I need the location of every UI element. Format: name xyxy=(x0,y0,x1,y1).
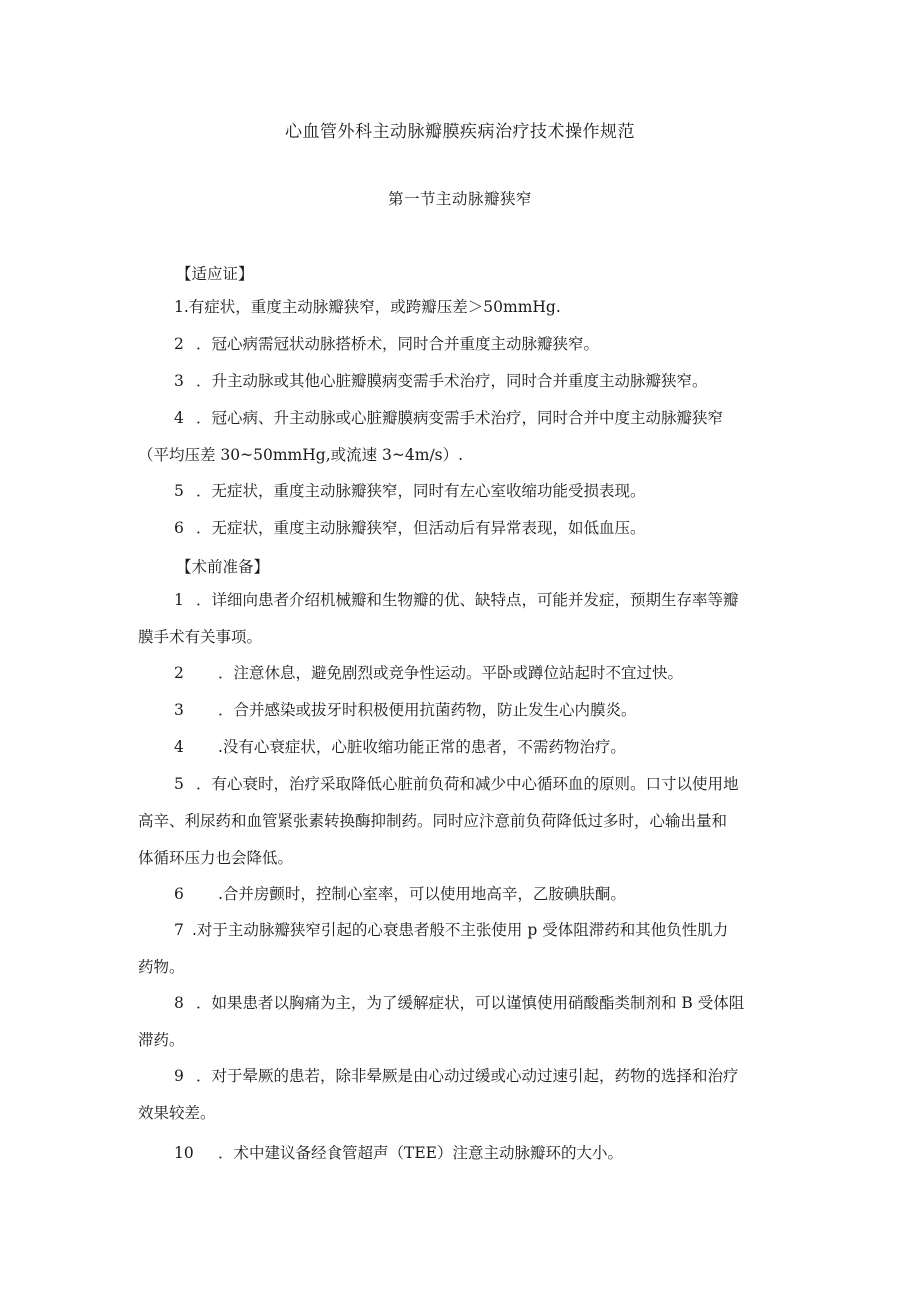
item-text-continued: 体循环压力也会降低。 xyxy=(138,849,294,867)
item-text: .合并房颤时，控制心室率，可以使用地高辛，乙胺碘肤酮。 xyxy=(218,885,626,903)
item-text: ．冠心病需冠状动脉搭桥术，同时合并重度主动脉瓣狭窄。 xyxy=(196,335,600,353)
item-number: 2 xyxy=(174,335,184,353)
item-text-continued: 高辛、利尿药和血管紧张素转换酶抑制药。同时应汴意前负荷降低过多时，心输出量和 xyxy=(138,812,728,830)
item-number: 6 xyxy=(174,519,184,537)
item-number: 1 xyxy=(174,591,184,609)
document-title: 心血管外科主动脉瓣膜疾病治疗技术操作规范 xyxy=(285,122,635,142)
list-item xyxy=(138,473,786,510)
item-text: ．对于晕厥的患若，除非晕厥是由心动过缓或心动过速引起，药物的选择和治疗 xyxy=(196,1067,739,1085)
item-number: 2 xyxy=(174,664,184,682)
item-text-continued: （平均压差 30~50mmHg,或流速 3~4m∕s）. xyxy=(138,446,464,464)
item-text-continued: 膜手术有关事项。 xyxy=(138,628,263,646)
list-item xyxy=(138,326,786,363)
section-title: 第一节主动脉瓣狭窄 xyxy=(387,190,532,208)
item-text: ．如果患者以胸痛为主，为了缓解症状，可以谨慎使用硝酸酯类制剂和 B 受体阻 xyxy=(196,994,745,1012)
list-item xyxy=(138,510,786,547)
item-text: ．无症状，重度主动脉瓣狭窄，但活动后有异常表现，如低血压。 xyxy=(196,519,646,537)
item-text: .没有心衰症状，心脏收缩功能正常的患者，不需药物治疗。 xyxy=(218,738,626,756)
list-item xyxy=(138,400,786,474)
item-text: ．注意休息，避免剧烈或竞争性运动。平卧或蹲位站起时不宜过快。 xyxy=(218,664,684,682)
list-item xyxy=(138,985,786,1059)
item-number: 5 xyxy=(174,775,184,793)
item-text: ．合并感染或拔牙时积极便用抗菌药物，防止发生心内膜炎。 xyxy=(218,701,637,719)
item-text: .对于主动脉瓣狭窄引起的心衰患者般不主张使用 p 受体阻滞药和其他负性肌力 xyxy=(192,921,729,939)
item-text: ．冠心病、升主动脉或心脏瓣膜病变需手术治疗，同时合并中度主动脉瓣狭窄 xyxy=(196,409,724,427)
item-text: ．升主动脉或其他心脏瓣膜病变需手术治疗，同时合并重度主动脉瓣狭窄。 xyxy=(196,372,708,390)
item-text: 有症状，重度主动脉瓣狭窄，或跨瓣压差＞50mmHg. xyxy=(188,298,561,316)
list-item xyxy=(138,729,786,766)
list-item xyxy=(138,1135,786,1172)
list-item xyxy=(138,289,786,326)
item-text: ．有心衰时，治疗采取降低心脏前负荷和减少中心循环血的原则。口寸以使用地 xyxy=(196,775,739,793)
item-text: ．无症状，重度主动脉瓣狭窄，同时有左心室收缩功能受损表现。 xyxy=(196,482,646,500)
item-number: 5 xyxy=(174,482,184,500)
item-number: 4 xyxy=(174,738,184,756)
item-text-continued: 效果较差。 xyxy=(138,1104,216,1122)
item-number: 3 xyxy=(174,372,184,390)
item-number: 8 xyxy=(174,994,184,1012)
list-item xyxy=(138,766,786,877)
item-number: 9 xyxy=(174,1067,184,1085)
list-item xyxy=(138,655,786,692)
list-item xyxy=(138,1058,786,1132)
item-number: 6 xyxy=(174,885,184,903)
preop-heading: 【术前准备】 xyxy=(176,558,270,576)
item-number: 7 xyxy=(174,921,184,939)
list-item xyxy=(138,363,786,400)
item-number: 10 xyxy=(174,1144,194,1162)
list-item xyxy=(138,692,786,729)
list-item xyxy=(138,912,786,986)
item-number: 4 xyxy=(174,409,184,427)
item-text-continued: 药物。 xyxy=(138,958,185,976)
indications-heading: 【适应证】 xyxy=(176,265,254,283)
item-number: 1. xyxy=(174,298,189,316)
list-item xyxy=(138,876,786,913)
list-item xyxy=(138,582,786,656)
item-number: 3 xyxy=(174,701,184,719)
item-text-continued: 滞药。 xyxy=(138,1031,185,1049)
item-text: ．术中建议备经食管超声（TEE）注意主动脉瓣环的大小。 xyxy=(218,1144,623,1162)
item-text: ．详细向患者介绍机械瓣和生物瓣的优、缺特点，可能并发症，预期生存率等瓣 xyxy=(196,591,739,609)
